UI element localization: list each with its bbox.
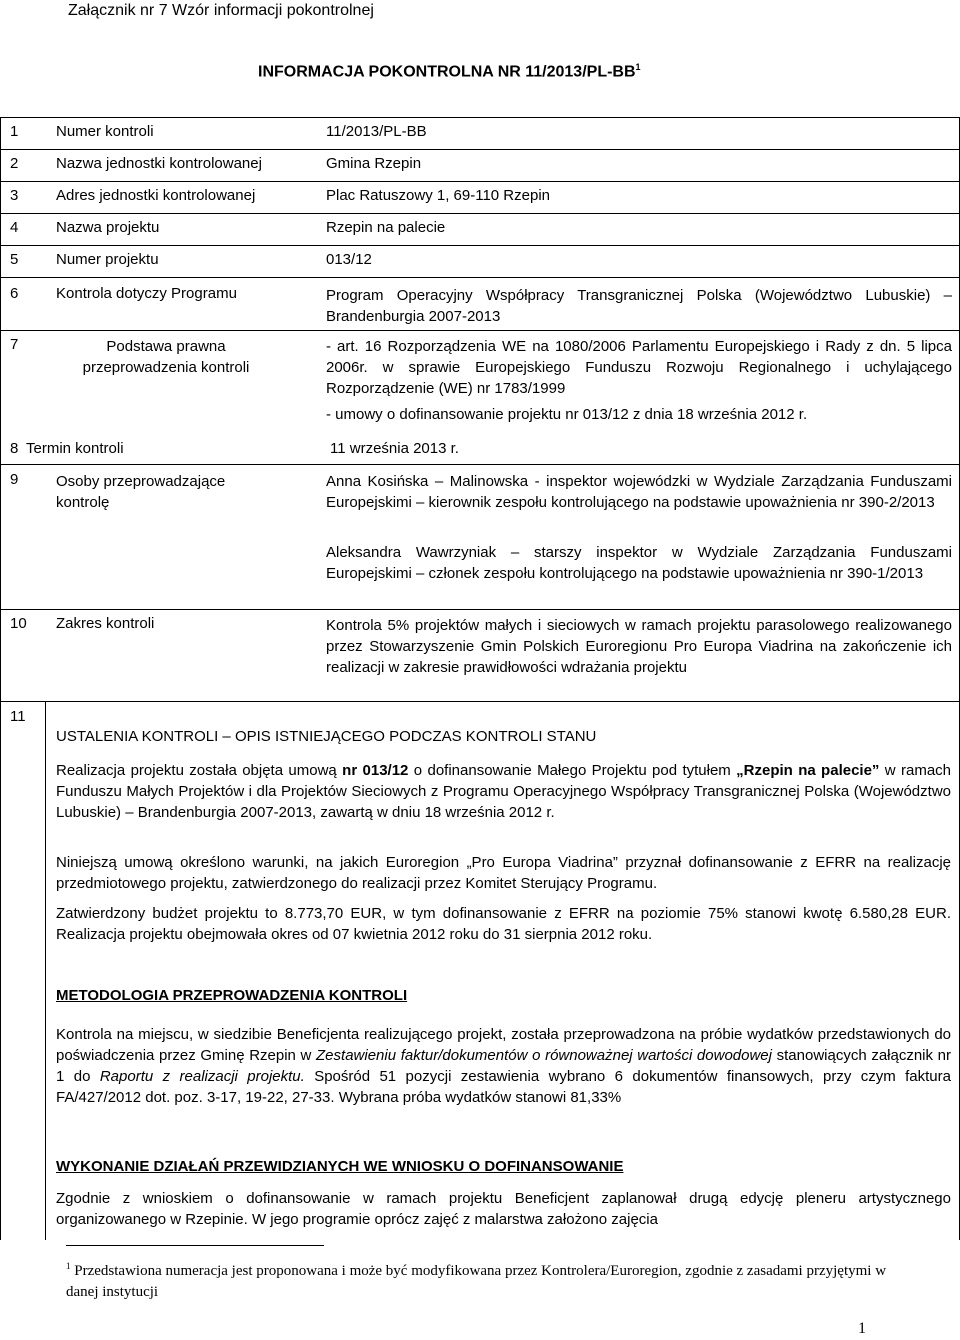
footnote-separator (66, 1245, 324, 1246)
row-label: Zakres kontroli (56, 615, 155, 632)
row-value: Program Operacyjny Współpracy Transgranicznej Polska (Województwo Lubuskie) – Brandenburgia 2007-2013 (326, 287, 952, 325)
annex-label: Załącznik nr 7 Wzór informacji pokontrolnej (68, 2, 374, 19)
row-value: - art. 16 Rozporządzenia WE na 1080/2006 Parlamentu Europejskiego i Rady z dn. 5 lipca 2006r. w sprawie Europejskiego Funduszu Rozwoju Regionalnego i uchylającego Rozporządzenie (WE) nr 1783/1999 (326, 338, 952, 397)
findings-paragraph-2: Niniejszą umową określono warunki, na jakich Euroregion „Pro Europa Viadrina” przyznał dofinansowanie z EFRR na realizację przedmiotowego projektu, zatwierdzonego do realizacji przez Komitet Sterujący Programu. (56, 854, 951, 892)
row-number: 1 (10, 123, 19, 140)
row-label: Podstawa prawna przeprowadzenia kontroli (82, 338, 250, 376)
actions-heading: WYKONANIE DZIAŁAŃ PRZEWIDZIANYCH WE WNIOSKU O DOFINANSOWANIE (56, 1158, 624, 1175)
row-label: Termin kontroli (26, 440, 124, 457)
footnote-mark: 1 (66, 1261, 71, 1271)
row-value: Gmina Rzepin (326, 155, 422, 172)
row-label: Numer projektu (56, 251, 159, 268)
document-title (258, 62, 641, 81)
footnote (66, 1256, 896, 1303)
page-number: 1 (858, 1320, 866, 1337)
row-number: 10 (10, 615, 27, 632)
footnote-text: Przedstawiona numeracja jest proponowana i może być modyfikowana przez Kontrolera/Euroregion, zgodnie z zasadami przyjętymi w danej instytucji (66, 1263, 887, 1300)
row-number: 7 (10, 336, 19, 353)
row-value: 11 września 2013 r. (330, 440, 459, 457)
row-number: 9 (10, 471, 19, 488)
row-label: Adres jednostki kontrolowanej (56, 187, 256, 204)
row-number: 6 (10, 285, 19, 302)
row-value: Rzepin na palecie (326, 219, 446, 236)
row-number: 11 (10, 708, 26, 725)
findings-heading: USTALENIA KONTROLI – OPIS ISTNIEJĄCEGO PODCZAS KONTROLI STANU (56, 728, 597, 745)
actions-paragraph: Zgodnie z wnioskiem o dofinansowanie w ramach projektu Beneficjent zaplanował drugą edycję pleneru artystycznego organizowanego w Rzepinie. W jego programie oprócz zajęć z malarstwa założono zajęcia (56, 1190, 951, 1228)
methodology-paragraph: Kontrola na miejscu, w siedzibie Beneficjenta realizującego projekt, została przeprowadzona na próbie wydatków przedstawionych do poświadczenia przez Gminę Rzepin w Zestawieniu faktur/dokumentów o równoważnej wartości dowodowej stanowiących załącznik nr 1 do Raportu z realizacji projektu. Spośród 51 pozycji zestawienia wybrano 6 dokumentów finansowych, przy czym faktura FA/427/2012 dot. poz. 3-17, 19-22, 27-33. Wybrana próba wydatków stanowi 81,33% (56, 1026, 951, 1106)
findings-paragraph-1: Realizacja projektu została objęta umową nr 013/12 o dofinansowanie Małego Projektu pod tytułem „Rzepin na palecie” w ramach Funduszu Małych Projektów i dla Projektów Sieciowych z Programu Operacyjnego Współpracy Transgranicznej Polska (Województwo Lubuskie) – Brandenburgia 2007-2013, zawartą w dniu 18 września 2012 r. (56, 762, 952, 821)
row-label: Osoby przeprowadzające kontrolę (56, 473, 226, 511)
title-text: INFORMACJA POKONTROLNA NR 11/2013/PL-BB (258, 63, 636, 81)
row-number: 3 (10, 187, 19, 204)
row-number: 5 (10, 251, 19, 268)
row-value: Kontrola 5% projektów małych i sieciowych w ramach projektu parasolowego realizowanego przez Stowarzyszenie Gmin Polskich Euroregionu Pro Europa Viadrina na zakończenie ich realizacji w zakresie prawidłowości wdrażania projektu (326, 617, 952, 676)
row-label: Nazwa projektu (56, 219, 160, 236)
row-value: 013/12 (326, 251, 372, 268)
methodology-heading: METODOLOGIA PRZEPROWADZENIA KONTROLI (56, 987, 408, 1004)
row-value: 11/2013/PL-BB (326, 123, 427, 140)
row-value: Plac Ratuszowy 1, 69-110 Rzepin (326, 187, 551, 204)
row-label: Kontrola dotyczy Programu (56, 285, 237, 302)
row-value: Anna Kosińska – Malinowska - inspektor wojewódzki w Wydziale Zarządzania Funduszami Europejskimi – kierownik zespołu kontrolującego na podstawie upoważnienia nr 390-2/2013 (326, 473, 952, 511)
row-label: Numer kontroli (56, 123, 154, 140)
row-value-secondary: - umowy o dofinansowanie projektu nr 013/12 z dnia 18 września 2012 r. (326, 406, 808, 423)
row-label: Nazwa jednostki kontrolowanej (56, 155, 262, 172)
row-number: 2 (10, 155, 19, 172)
row-value-secondary: Aleksandra Wawrzyniak – starszy inspektor w Wydziale Zarządzania Funduszami Europejskimi – członek zespołu kontrolującego na podstawie upoważnienia nr 390-1/2013 (326, 544, 952, 582)
row-number: 8 (10, 440, 19, 457)
title-footnote-mark: 1 (635, 62, 641, 72)
findings-paragraph-3: Zatwierdzony budżet projektu to 8.773,70 EUR, w tym dofinansowanie z EFRR na poziomie 75% stanowi kwotę 6.580,28 EUR. Realizacja projektu obejmowała okres od 07 kwietnia 2012 roku do 31 sierpnia 2012 roku. (56, 905, 951, 943)
row-number: 4 (10, 219, 19, 236)
